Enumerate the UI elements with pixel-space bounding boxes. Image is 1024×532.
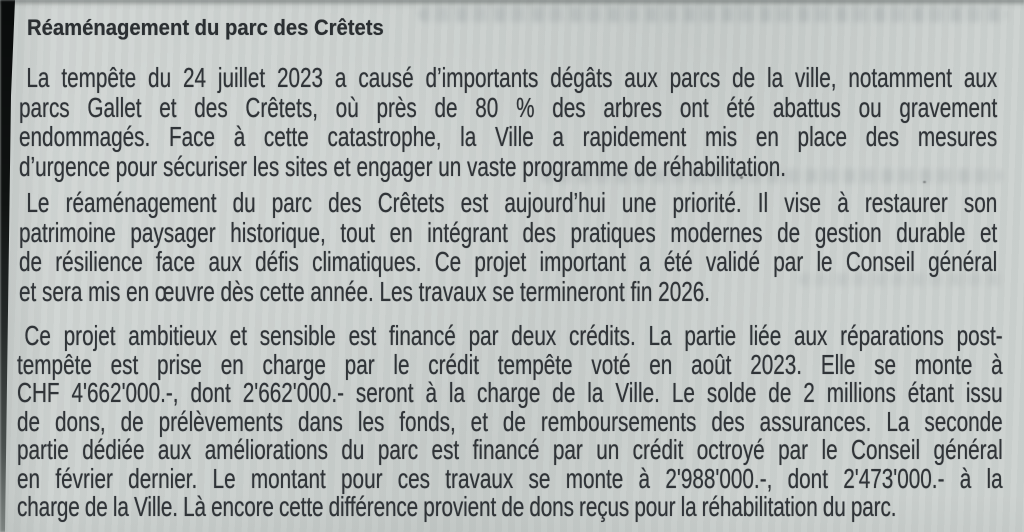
paper-speck <box>923 181 926 183</box>
text-line: endommagés. Face à cette catastrophe, la Ville a rapidement mis en place des mesures <box>19 121 998 152</box>
text-line: parcs Gallet et des Crêtets, où près de 80 % des arbres ont été abattus ou gravement <box>19 91 998 123</box>
text-line: tempête est prise en charge par le crédit tempête voté en août 2023. Elle se monte à <box>17 348 1003 380</box>
text-line: et sera mis en œuvre dès cette année. Les travaux se termineront fin 2026. <box>19 275 711 307</box>
text-line: de résilience face aux défis climatiques. Ce projet important a été validé par le Conseil général <box>19 246 998 277</box>
photo-top-edge-shadow <box>0 0 1024 6</box>
text-line: de dons, de prélèvements dans les fonds, et de remboursements des assurances. La seconde <box>17 405 1003 437</box>
photo-left-edge-shadow <box>0 0 18 532</box>
bleed-through-smudge <box>418 7 1008 22</box>
text-line: patrimoine paysager historique, tout en intégrant des pratiques modernes de gestion durable et <box>19 216 998 248</box>
text-line: charge de la Ville. Là encore cette différence provient de dons reçus pour la réhabilitation du parc. <box>17 491 897 522</box>
paragraph <box>19 63 997 181</box>
paragraph <box>19 188 997 306</box>
text-line: d’urgence pour sécuriser les sites et engager un vaste programme de réhabilitation. <box>19 150 787 182</box>
text-line: La tempête du 24 juillet 2023 a causé d’importants dégâts aux parcs de la ville, notamment aux <box>26 62 998 93</box>
text-line: Ce projet ambitieux et sensible est financé par deux crédits. La partie liée aux réparations post- <box>24 320 1003 351</box>
text-line: Le réaménagement du parc des Crêtets est aujourd’hui une priorité. Il vise à restaurer son <box>26 187 998 218</box>
document-title: Réaménagement du parc des Crêtets <box>27 15 384 40</box>
text-line: CHF 4'662'000.-, dont 2'662'000.- seront à la charge de la Ville. Le solde de 2 millions étant issu <box>17 377 1003 408</box>
text-line: en février dernier. Le montant pour ces travaux se monte à 2'988'000.-, dont 2'473'000.- à la <box>17 462 1003 494</box>
paragraph <box>17 322 1003 522</box>
text-line: partie dédiée aux améliorations du parc est financé par un crédit octroyé par le Conseil général <box>17 434 1003 465</box>
